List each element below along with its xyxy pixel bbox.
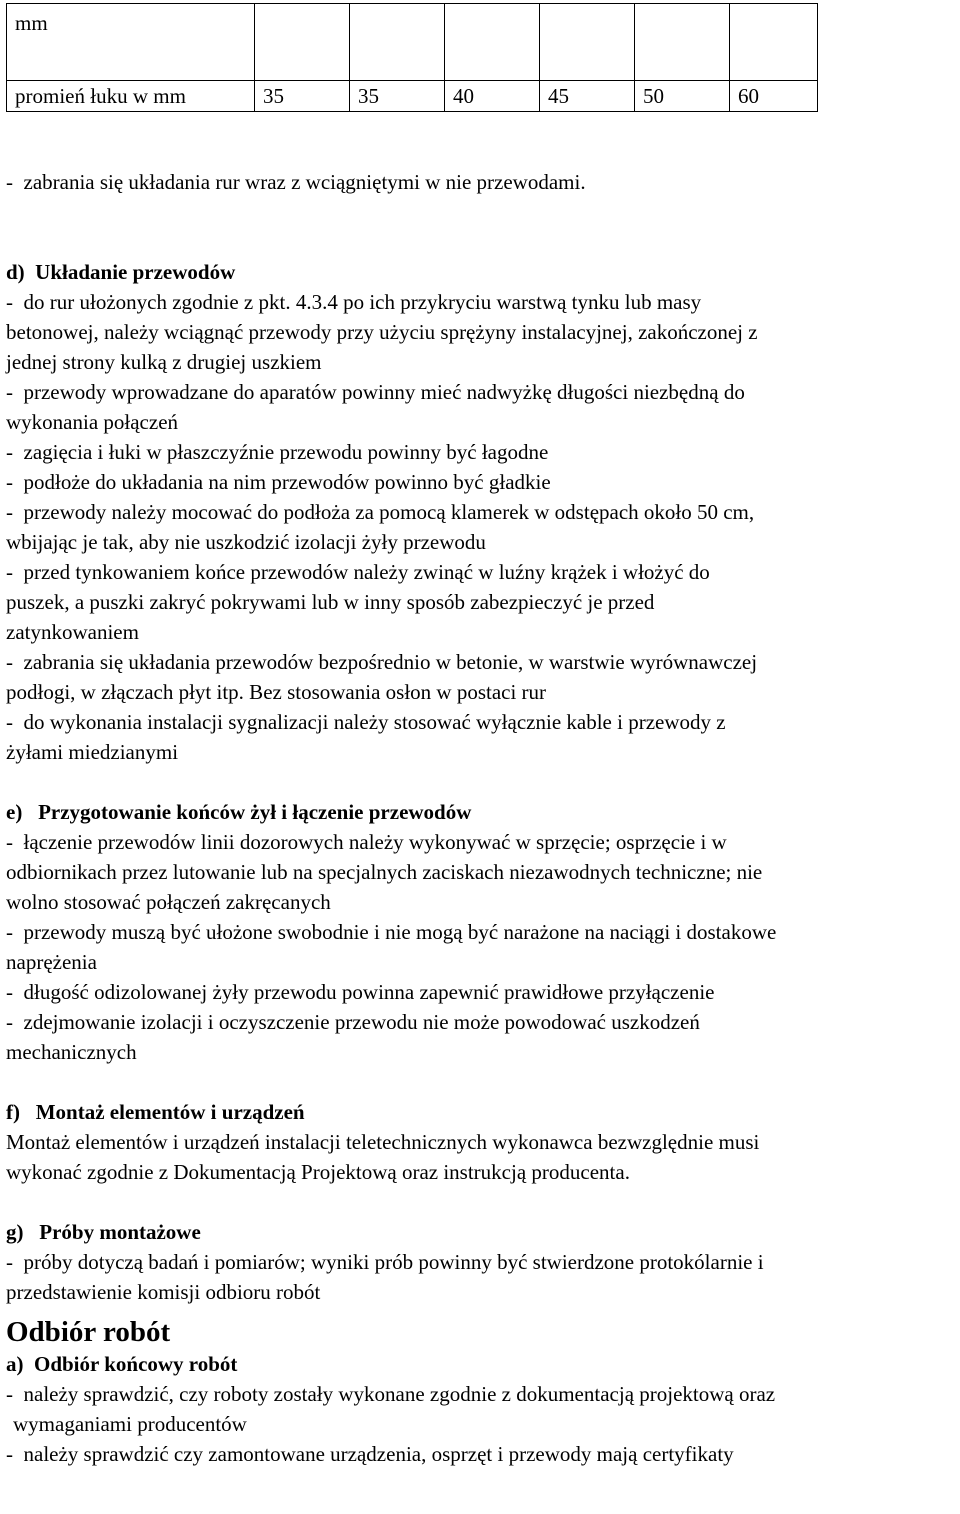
- paragraph-line: wbijając je tak, aby nie uszkodzić izolacji żyły przewodu: [6, 530, 486, 554]
- paragraph-line: - długość odizolowanej żyły przewodu powinna zapewnić prawidłowe przyłączenie: [6, 980, 715, 1004]
- paragraph-line: - przewody wprowadzane do aparatów powinny mieć nadwyżkę długości niezbędną do: [6, 380, 745, 404]
- paragraph-line: betonowej, należy wciągnąć przewody przy użyciu sprężyny instalacyjnej, zakończonej z: [6, 320, 758, 344]
- table-cell: [350, 4, 445, 81]
- table-cell: [445, 4, 540, 81]
- paragraph-line: zatynkowaniem: [6, 620, 139, 644]
- table-row: [7, 81, 818, 112]
- paragraph-line: - do rur ułożonych zgodnie z pkt. 4.3.4 po ich przykryciu warstwą tynku lub masy: [6, 290, 702, 314]
- table-cell: promień łuku w mm: [7, 81, 255, 112]
- paragraph-line: wymaganiami producentów: [13, 1412, 247, 1436]
- table-cell: 45: [540, 81, 635, 112]
- section-heading-g: g) Próby montażowe: [6, 1220, 201, 1244]
- paragraph-line: - zabrania się układania przewodów bezpośrednio w betonie, w warstwie wyrównawczej: [6, 650, 758, 674]
- paragraph-line: Montaż elementów i urządzeń instalacji teletechnicznych wykonawca bezwzględnie musi: [6, 1130, 760, 1154]
- paragraph-line: przedstawienie komisji odbioru robót: [6, 1280, 321, 1304]
- table-cell: mm: [7, 4, 255, 81]
- paragraph-line: - zagięcia i łuki w płaszczyźnie przewodu powinny być łagodne: [6, 440, 549, 464]
- paragraph-line: żyłami miedzianymi: [6, 740, 179, 764]
- table-row: [7, 4, 818, 81]
- table-cell: 35: [255, 81, 350, 112]
- chapter-heading: Odbiór robót: [6, 1316, 171, 1348]
- paragraph-line: wykonać zgodnie z Dokumentacją Projektową oraz instrukcją producenta.: [6, 1160, 630, 1184]
- section-heading-d: d) Układanie przewodów: [6, 260, 236, 284]
- paragraph-line: wolno stosować połączeń zakręcanych: [6, 890, 331, 914]
- bend-radius-table: [6, 3, 818, 112]
- paragraph-line: - przewody należy mocować do podłoża za pomocą klamerek w odstępach około 50 cm,: [6, 500, 755, 524]
- paragraph-line: puszek, a puszki zakryć pokrywami lub w inny sposób zabezpieczyć je przed: [6, 590, 655, 614]
- paragraph-line: - przewody muszą być ułożone swobodnie i nie mogą być narażone na naciągi i dostakowe: [6, 920, 777, 944]
- table-cell: 50: [635, 81, 730, 112]
- section-heading-a: a) Odbiór końcowy robót: [6, 1352, 238, 1376]
- paragraph-line: - zdejmowanie izolacji i oczyszczenie przewodu nie może powodować uszkodzeń: [6, 1010, 700, 1034]
- paragraph-line: mechanicznych: [6, 1040, 137, 1064]
- paragraph-line: podłogi, w złączach płyt itp. Bez stosowania osłon w postaci rur: [6, 680, 547, 704]
- paragraph-line: - próby dotyczą badań i pomiarów; wyniki prób powinny być stwierdzone protokólarnie i: [6, 1250, 764, 1274]
- paragraph-line: - do wykonania instalacji sygnalizacji należy stosować wyłącznie kable i przewody z: [6, 710, 726, 734]
- table-cell: [635, 4, 730, 81]
- paragraph-line: - należy sprawdzić czy zamontowane urządzenia, osprzęt i przewody mają certyfikaty: [6, 1442, 734, 1466]
- section-heading-f: f) Montaż elementów i urządzeń: [6, 1100, 305, 1124]
- paragraph-line: odbiornikach przez lutowanie lub na specjalnych zaciskach niezawodnych techniczne; nie: [6, 860, 763, 884]
- table-cell: [730, 4, 818, 81]
- paragraph-line: - przed tynkowaniem końce przewodów należy zwinąć w luźny krążek i włożyć do: [6, 560, 710, 584]
- paragraph-line: - podłoże do układania na nim przewodów powinno być gładkie: [6, 470, 551, 494]
- paragraph-line: - należy sprawdzić, czy roboty zostały wykonane zgodnie z dokumentacją projektową oraz: [6, 1382, 776, 1406]
- paragraph-line: - łączenie przewodów linii dozorowych należy wykonywać w sprzęcie; osprzęcie i w: [6, 830, 727, 854]
- table-cell: [540, 4, 635, 81]
- table-cell: [255, 4, 350, 81]
- section-heading-e: e) Przygotowanie końców żył i łączenie przewodów: [6, 800, 472, 824]
- table-cell: 35: [350, 81, 445, 112]
- document-body: [6, 167, 960, 1469]
- paragraph-line: naprężenia: [6, 950, 97, 974]
- paragraph-line: wykonania połączeń: [6, 410, 179, 434]
- table-cell: 60: [730, 81, 818, 112]
- paragraph-line: - zabrania się układania rur wraz z wciągniętymi w nie przewodami.: [6, 170, 586, 194]
- table-cell: 40: [445, 81, 540, 112]
- paragraph-line: jednej strony kulką z drugiej uszkiem: [6, 350, 322, 374]
